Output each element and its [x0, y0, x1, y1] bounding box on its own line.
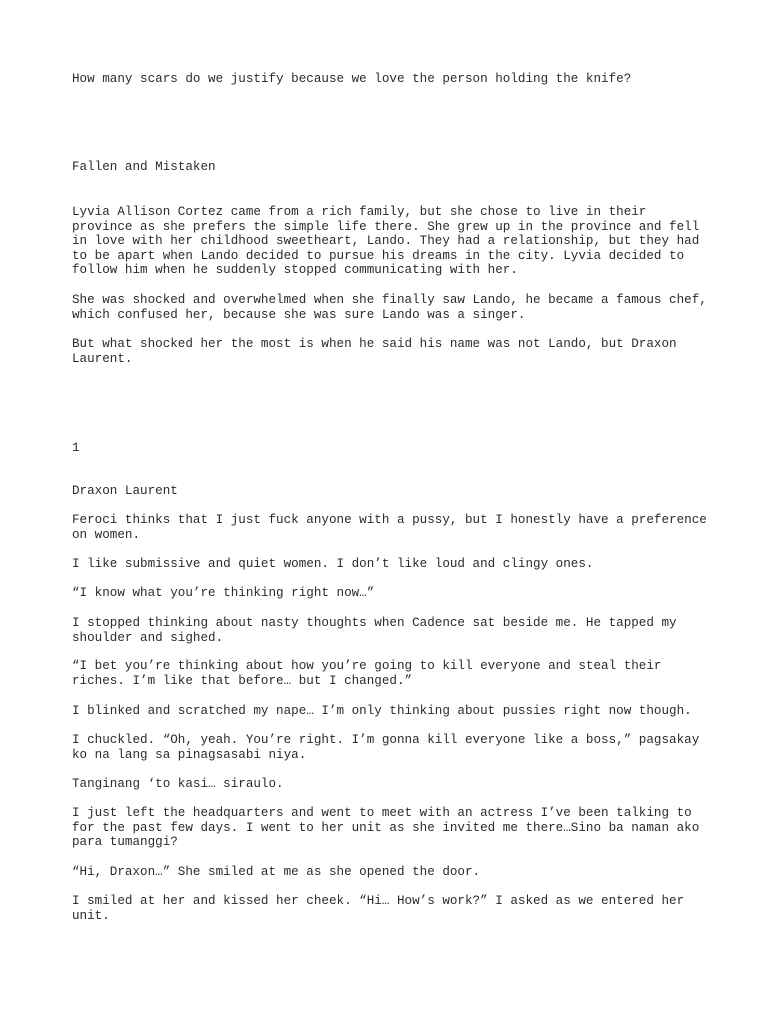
- chapter-paragraph: “Hi, Draxon…” She smiled at me as she opened the door.: [72, 865, 481, 879]
- blurb-paragraph: She was shocked and overwhelmed when she finally saw Lando, he became a famous chef, which confused her, because she was sure Lando was a singer.: [72, 293, 707, 322]
- chapter-paragraph: I blinked and scratched my nape… I’m only thinking about pussies right now though.: [72, 704, 692, 718]
- blurb-paragraph: But what shocked her the most is when he said his name was not Lando, but Draxon Laurent.: [72, 337, 677, 366]
- chapter-pov-heading: Draxon Laurent: [72, 484, 178, 498]
- chapter-paragraph: I stopped thinking about nasty thoughts when Cadence sat beside me. He tapped my shoulder and sighed.: [72, 616, 677, 645]
- chapter-paragraph: I just left the headquarters and went to meet with an actress I’ve been talking to for the past few days. I went to her unit as she invited me there…Sino ba naman ako para tumanggi?: [72, 806, 700, 850]
- epigraph: How many scars do we justify because we love the person holding the knife?: [72, 72, 632, 86]
- chapter-paragraph: “I bet you’re thinking about how you’re going to kill everyone and steal their riches. I’m like that before… but I changed.”: [72, 659, 662, 688]
- chapter-paragraph: I like submissive and quiet women. I don’t like loud and clingy ones.: [72, 557, 594, 571]
- blurb-title: Fallen and Mistaken: [72, 160, 216, 174]
- chapter-paragraph: Tanginang ‘to kasi… siraulo.: [72, 777, 284, 791]
- chapter-number: 1: [72, 441, 80, 455]
- chapter-paragraph: Feroci thinks that I just fuck anyone with a pussy, but I honestly have a preference on women.: [72, 513, 707, 542]
- chapter-paragraph: I smiled at her and kissed her cheek. “Hi… How’s work?” I asked as we entered her unit.: [72, 894, 685, 923]
- blurb-paragraph: Lyvia Allison Cortez came from a rich family, but she chose to live in their province as she prefers the simple life there. She grew up in the province and fell in love with her childhood sweetheart, Lando. They had a relationship, but they had to be apart when Lando decided to pursue his dreams in the city. Lyvia decided to follow him when he suddenly stopped communicating with her.: [72, 205, 700, 278]
- chapter-paragraph: “I know what you’re thinking right now…”: [72, 586, 375, 600]
- chapter-paragraph: I chuckled. “Oh, yeah. You’re right. I’m gonna kill everyone like a boss,” pagsakay ko na lang sa pinagsasabi niya.: [72, 733, 700, 762]
